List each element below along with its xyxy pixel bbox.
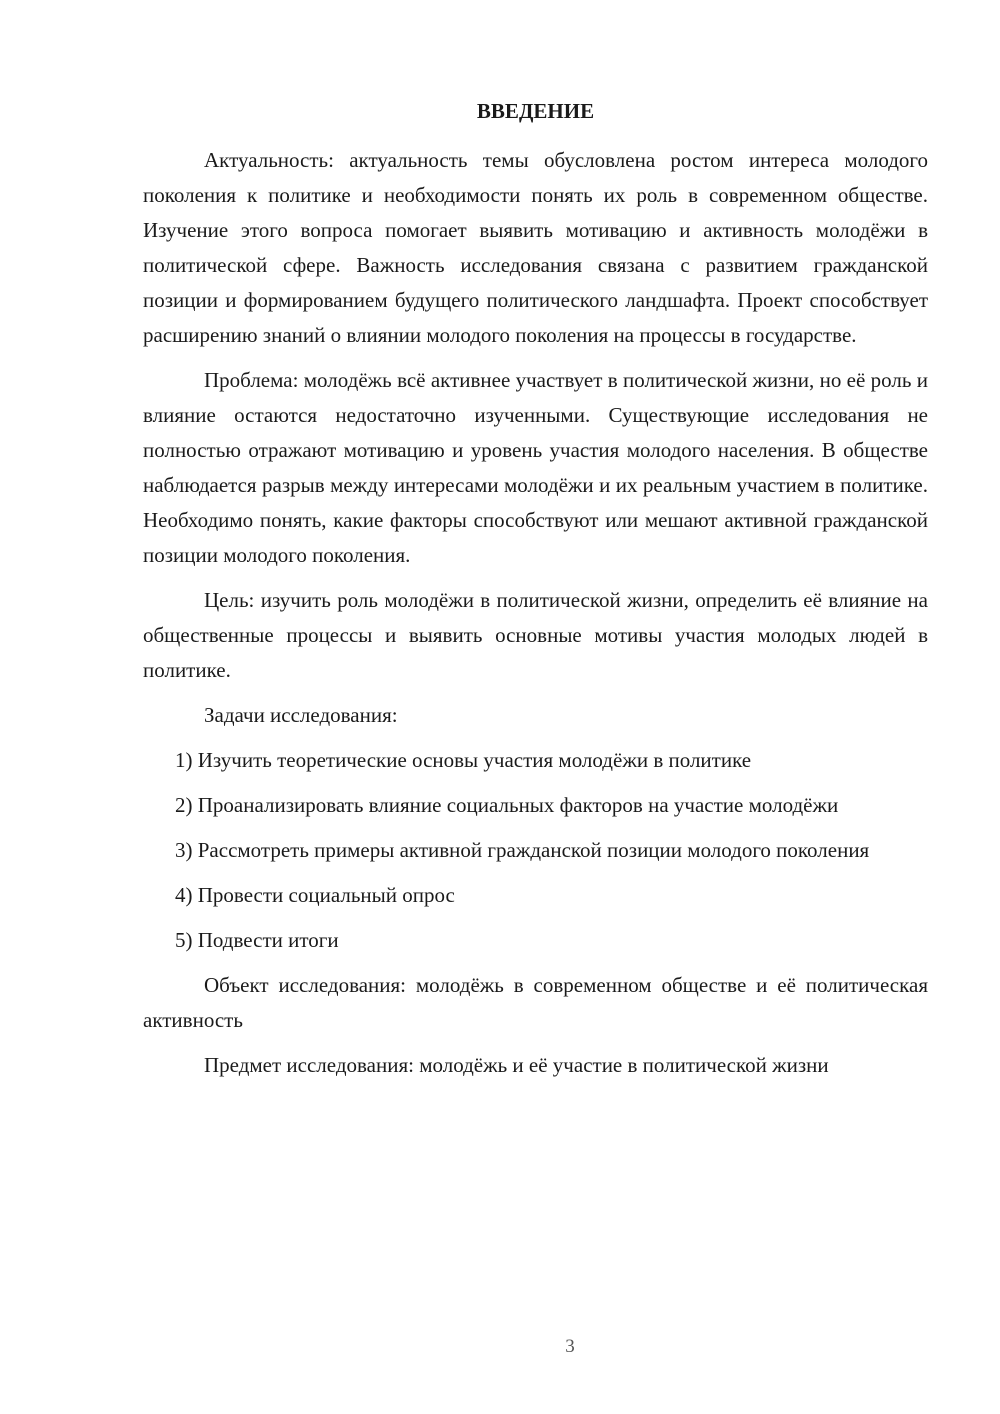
page-number: 3 xyxy=(565,1336,575,1357)
section-title: ВВЕДЕНИЕ xyxy=(476,99,595,123)
task-item-2: 2) Проанализировать влияние социальных факторов на участие молодёжи xyxy=(175,793,839,817)
tasks-heading: Задачи исследования: xyxy=(204,703,398,727)
relevance-paragraph: Актуальность: актуальность темы обусловлена ростом интереса молодого поколения к политике и необходимости понять их роль в современном обществе. Изучение этого вопроса помогает выявить мотивацию и активность молодёжи в политической сфере. Важность исследования связана с развитием гражданской позиции и формированием будущего политического ландшафта. Проект способствует расширению знаний о влиянии молодого поколения на процессы в государстве. xyxy=(143,148,928,347)
problem-paragraph: Проблема: молодёжь всё активнее участвует в политической жизни, но её роль и влияние остаются недостаточно изученными. Существующие исследования не полностью отражают мотивацию и уровень участия молодого населения. В обществе наблюдается разрыв между интересами молодёжи и их реальным участием в политике. Необходимо понять, какие факторы способствуют или мешают активной гражданской позиции молодого поколения. xyxy=(143,368,928,567)
document-body xyxy=(143,143,928,1093)
subject-paragraph: Предмет исследования: молодёжь и её участие в политической жизни xyxy=(204,1053,829,1077)
object-paragraph: Объект исследования: молодёжь в современном обществе и её политическая активность xyxy=(143,973,928,1032)
task-item-3: 3) Рассмотреть примеры активной гражданской позиции молодого поколения xyxy=(175,838,870,862)
goal-paragraph: Цель: изучить роль молодёжи в политической жизни, определить её влияние на общественные процессы и выявить основные мотивы участия молодых людей в политике. xyxy=(143,588,928,682)
task-item-5: 5) Подвести итоги xyxy=(175,928,339,952)
task-item-1: 1) Изучить теоретические основы участия молодёжи в политике xyxy=(175,748,752,772)
task-item-4: 4) Провести социальный опрос xyxy=(175,883,455,907)
